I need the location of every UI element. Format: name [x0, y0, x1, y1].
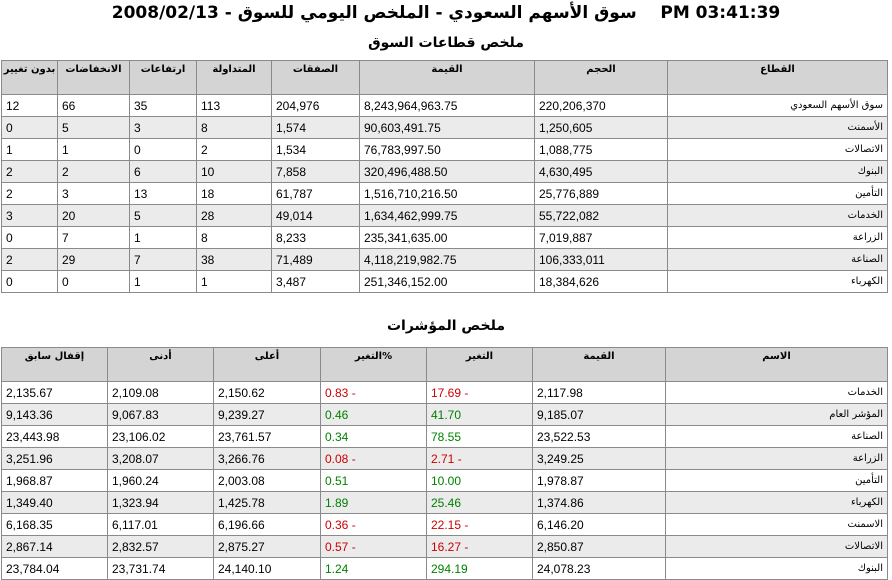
- sectors-cell: 8: [197, 117, 272, 139]
- sectors-cell: 1,574: [272, 117, 360, 139]
- table-row: [2, 227, 888, 249]
- sectors-cell: 1,516,710,216.50: [360, 183, 535, 205]
- sectors-cell: 3: [130, 117, 197, 139]
- table-row: [2, 249, 888, 271]
- sectors-cell: 66: [58, 95, 130, 117]
- table-row: [2, 271, 888, 293]
- indices-heading: ملخص المؤشرات: [386, 318, 505, 334]
- sectors-cell: 1: [130, 227, 197, 249]
- indices-cell: 0.34: [321, 426, 427, 448]
- indices-cell: 3,249.25: [533, 448, 666, 470]
- indices-cell: - 22.15: [427, 514, 533, 536]
- indices-cell: 24,140.10: [214, 558, 321, 580]
- sectors-row-name: الكهرباء: [668, 271, 888, 293]
- indices-cell: 23,522.53: [533, 426, 666, 448]
- sectors-column-header: الانخفاضات: [58, 61, 130, 95]
- sectors-row-name: الصناعة: [668, 249, 888, 271]
- sectors-cell: 0: [130, 139, 197, 161]
- table-row: [2, 95, 888, 117]
- table-row: [2, 426, 888, 448]
- sectors-cell: 28: [197, 205, 272, 227]
- indices-row-name: التأمين: [666, 470, 888, 492]
- sectors-cell: 1,088,775: [535, 139, 668, 161]
- sectors-cell: 61,787: [272, 183, 360, 205]
- indices-column-header: الاسم: [666, 348, 888, 382]
- sectors-cell: 113: [197, 95, 272, 117]
- sectors-cell: 1: [130, 271, 197, 293]
- indices-cell: - 0.36: [321, 514, 427, 536]
- sectors-column-header: الحجم: [535, 61, 668, 95]
- indices-cell: - 0.08: [321, 448, 427, 470]
- sectors-cell: 90,603,491.75: [360, 117, 535, 139]
- sectors-row-name: الزراعة: [668, 227, 888, 249]
- sectors-cell: 3: [58, 183, 130, 205]
- indices-cell: 23,761.57: [214, 426, 321, 448]
- sectors-cell: 71,489: [272, 249, 360, 271]
- table-row: [2, 117, 888, 139]
- indices-row-name: المؤشر العام: [666, 404, 888, 426]
- indices-cell: 2,850.87: [533, 536, 666, 558]
- report-time: PM 03:41:39: [660, 3, 781, 23]
- sectors-row-name: التأمين: [668, 183, 888, 205]
- table-row: [2, 558, 888, 580]
- indices-cell: 23,731.74: [108, 558, 214, 580]
- indices-cell: 23,106.02: [108, 426, 214, 448]
- sectors-cell: 4,118,219,982.75: [360, 249, 535, 271]
- indices-cell: 10.00: [427, 470, 533, 492]
- indices-cell: 9,185.07: [533, 404, 666, 426]
- indices-cell: 9,143.36: [2, 404, 108, 426]
- indices-cell: 6,196.66: [214, 514, 321, 536]
- sectors-heading: ملخص قطاعات السوق: [368, 35, 524, 51]
- sectors-cell: 20: [58, 205, 130, 227]
- sectors-cell: 76,783,997.50: [360, 139, 535, 161]
- sectors-cell: 204,976: [272, 95, 360, 117]
- sectors-cell: 38: [197, 249, 272, 271]
- sectors-cell: 2: [2, 161, 58, 183]
- indices-cell: 1,323.94: [108, 492, 214, 514]
- sectors-cell: 8: [197, 227, 272, 249]
- indices-cell: 3,251.96: [2, 448, 108, 470]
- indices-cell: 9,067.83: [108, 404, 214, 426]
- indices-cell: 2,109.08: [108, 382, 214, 404]
- table-row: [2, 492, 888, 514]
- sectors-cell: 1: [2, 139, 58, 161]
- sectors-cell: 220,206,370: [535, 95, 668, 117]
- indices-cell: 23,443.98: [2, 426, 108, 448]
- sectors-cell: 1: [197, 271, 272, 293]
- sectors-column-header: بدون تغيير: [2, 61, 58, 95]
- indices-cell: 9,239.27: [214, 404, 321, 426]
- table-row: [2, 470, 888, 492]
- sectors-cell: 7,858: [272, 161, 360, 183]
- indices-table: [1, 347, 888, 580]
- indices-cell: 6,117.01: [108, 514, 214, 536]
- sectors-cell: 7: [130, 249, 197, 271]
- sectors-cell: 0: [2, 117, 58, 139]
- indices-cell: 2,003.08: [214, 470, 321, 492]
- indices-cell: 23,784.04: [2, 558, 108, 580]
- indices-cell: - 0.83: [321, 382, 427, 404]
- sectors-cell: 18: [197, 183, 272, 205]
- indices-cell: 294.19: [427, 558, 533, 580]
- indices-cell: 24,078.23: [533, 558, 666, 580]
- sectors-cell: 0: [2, 227, 58, 249]
- indices-column-header: إقفال سابق: [2, 348, 108, 382]
- sectors-column-header: القيمة: [360, 61, 535, 95]
- sectors-cell: 1,634,462,999.75: [360, 205, 535, 227]
- indices-column-header: أعلى: [214, 348, 321, 382]
- sectors-cell: 0: [2, 271, 58, 293]
- indices-cell: 1,425.78: [214, 492, 321, 514]
- table-row: [2, 161, 888, 183]
- sectors-cell: 3: [2, 205, 58, 227]
- table-row: [2, 536, 888, 558]
- sectors-cell: 0: [58, 271, 130, 293]
- sectors-cell: 7,019,887: [535, 227, 668, 249]
- indices-row-name: البنوك: [666, 558, 888, 580]
- sectors-row-name: سوق الأسهم السعودي: [668, 95, 888, 117]
- sectors-table: [1, 60, 888, 293]
- indices-cell: 1,968.87: [2, 470, 108, 492]
- indices-cell: 1.24: [321, 558, 427, 580]
- indices-cell: 1,960.24: [108, 470, 214, 492]
- sectors-cell: 8,233: [272, 227, 360, 249]
- table-row: [2, 448, 888, 470]
- sectors-column-header: القطاع: [668, 61, 888, 95]
- sectors-cell: 49,014: [272, 205, 360, 227]
- indices-cell: - 2.71: [427, 448, 533, 470]
- indices-cell: 2,117.98: [533, 382, 666, 404]
- indices-cell: 2,150.62: [214, 382, 321, 404]
- sectors-column-header: الصفقات: [272, 61, 360, 95]
- indices-cell: 2,135.67: [2, 382, 108, 404]
- sectors-cell: 235,341,635.00: [360, 227, 535, 249]
- indices-cell: - 0.57: [321, 536, 427, 558]
- table-row: [2, 404, 888, 426]
- indices-row-name: الاسمنت: [666, 514, 888, 536]
- sectors-row-name: الخدمات: [668, 205, 888, 227]
- indices-cell: 2,867.14: [2, 536, 108, 558]
- indices-row-name: الصناعة: [666, 426, 888, 448]
- sectors-row-name: الأسمنت: [668, 117, 888, 139]
- indices-column-header: القيمة: [533, 348, 666, 382]
- page-title: [0, 0, 892, 26]
- sectors-cell: 5: [58, 117, 130, 139]
- sectors-cell: 13: [130, 183, 197, 205]
- indices-row-name: الزراعة: [666, 448, 888, 470]
- sectors-cell: 106,333,011: [535, 249, 668, 271]
- sectors-cell: 4,630,495: [535, 161, 668, 183]
- sectors-column-header: ارتفاعات: [130, 61, 197, 95]
- indices-cell: 6,146.20: [533, 514, 666, 536]
- sectors-row-name: البنوك: [668, 161, 888, 183]
- indices-cell: 3,266.76: [214, 448, 321, 470]
- indices-cell: 3,208.07: [108, 448, 214, 470]
- table-row: [2, 183, 888, 205]
- sectors-cell: 3,487: [272, 271, 360, 293]
- sectors-cell: 2: [2, 249, 58, 271]
- indices-cell: - 17.69: [427, 382, 533, 404]
- indices-cell: 1,978.87: [533, 470, 666, 492]
- table-row: [2, 205, 888, 227]
- indices-cell: 41.70: [427, 404, 533, 426]
- sectors-cell: 25,776,889: [535, 183, 668, 205]
- indices-column-header: التغير: [427, 348, 533, 382]
- sectors-cell: 1,534: [272, 139, 360, 161]
- sectors-cell: 7: [58, 227, 130, 249]
- indices-row-name: الخدمات: [666, 382, 888, 404]
- sectors-cell: 55,722,082: [535, 205, 668, 227]
- sectors-cell: 320,496,488.50: [360, 161, 535, 183]
- sectors-cell: 6: [130, 161, 197, 183]
- sectors-cell: 1,250,605: [535, 117, 668, 139]
- indices-column-header: أدنى: [108, 348, 214, 382]
- sectors-cell: 5: [130, 205, 197, 227]
- sectors-cell: 2: [197, 139, 272, 161]
- indices-cell: 6,168.35: [2, 514, 108, 536]
- indices-cell: - 16.27: [427, 536, 533, 558]
- sectors-cell: 251,346,152.00: [360, 271, 535, 293]
- indices-cell: 1,374.86: [533, 492, 666, 514]
- indices-cell: 0.51: [321, 470, 427, 492]
- indices-cell: 25.46: [427, 492, 533, 514]
- indices-cell: 1.89: [321, 492, 427, 514]
- table-row: [2, 139, 888, 161]
- sectors-cell: 1: [58, 139, 130, 161]
- indices-cell: 78.55: [427, 426, 533, 448]
- table-row: [2, 514, 888, 536]
- sectors-cell: 35: [130, 95, 197, 117]
- sectors-cell: 18,384,626: [535, 271, 668, 293]
- indices-cell: 1,349.40: [2, 492, 108, 514]
- indices-row-name: الاتصالات: [666, 536, 888, 558]
- sectors-row-name: الاتصالات: [668, 139, 888, 161]
- indices-cell: 2,875.27: [214, 536, 321, 558]
- sectors-cell: 29: [58, 249, 130, 271]
- sectors-column-header: المتداولة: [197, 61, 272, 95]
- indices-cell: 0.46: [321, 404, 427, 426]
- sectors-cell: 8,243,964,963.75: [360, 95, 535, 117]
- indices-column-header: %التغير: [321, 348, 427, 382]
- indices-row-name: الكهرباء: [666, 492, 888, 514]
- sectors-cell: 10: [197, 161, 272, 183]
- table-row: [2, 382, 888, 404]
- market-summary-title: سوق الأسهم السعودي - الملخص اليومي للسوق - 2008/02/13: [111, 3, 637, 23]
- sectors-cell: 12: [2, 95, 58, 117]
- sectors-cell: 2: [2, 183, 58, 205]
- indices-cell: 2,832.57: [108, 536, 214, 558]
- sectors-cell: 2: [58, 161, 130, 183]
